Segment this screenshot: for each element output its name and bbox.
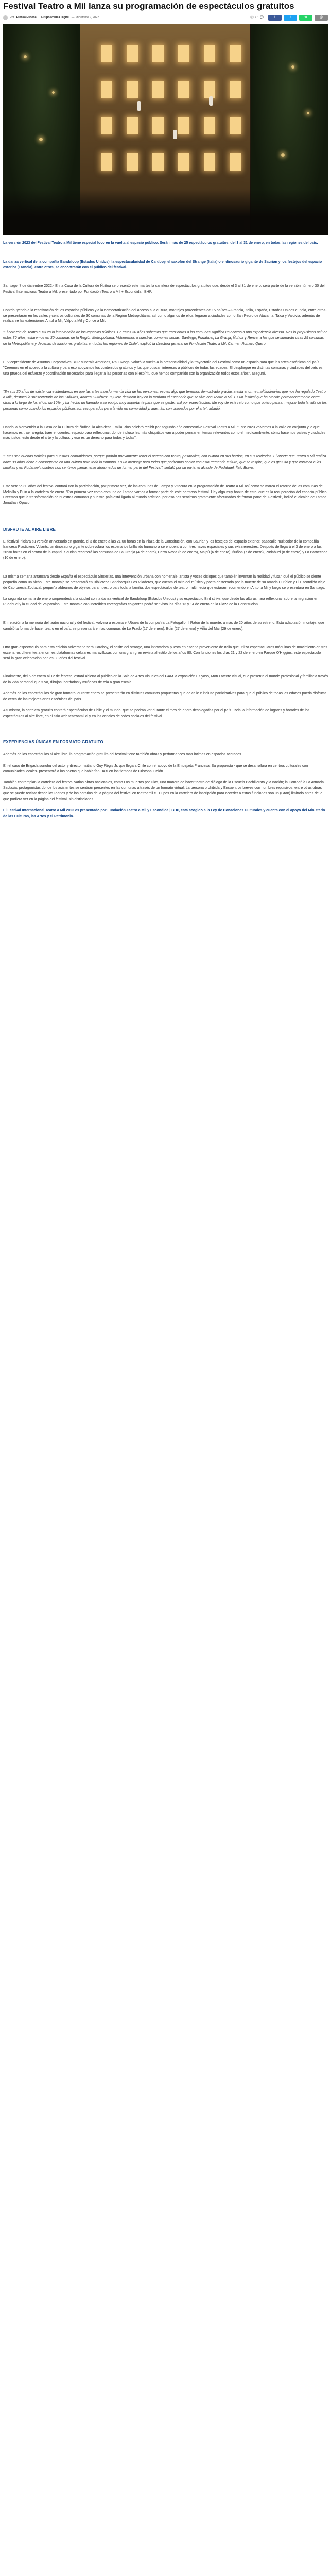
twitter-icon: t [290,15,291,19]
hero-window [230,153,241,171]
article-container [0,0,331,819]
publish-date: diciembre 9, 2022 [76,16,99,20]
hero-window [127,45,138,62]
body-paragraph: Dando la bienvenida a la Casa de la Cultura de Ñuñoa, la Alcaldesa Emilia Ríos celebró recibir por segundo año consecutivo Festival Teatro a Mil. "Este 2023 volvemos a la calle en conjunto y lo que hacemos es traer alegría, traer encuentro, espacio para reflexionar, donde incluso les más chiquititos van a poder pensar en temas relevantes como el medioambiente, cómo hacemos países y ciudades más justos, esto desde el arte y la cultura, y eso es un derecho para todos y todas". [3,425,326,440]
author-link[interactable]: Prensa Escena [16,16,37,20]
author-avatar [3,15,8,20]
date-separator: — [71,16,75,20]
body-paragraph: Otro gran espectáculo para esta edición aniversario será Cardboy, el cosito del strange, una innovadora puesta en escena proveniente de Italia que utiliza espectaculares máquinas de movimiento en tres escenarios diferentes a enormes plataformas celulares maravillosas con una gran gran revista al estilo de los años 80. Con funciones los días 21 y 22 de enero en Parque O'Higgins, este espectáculo será la gran celebración por los 30 años del festival. [3,645,327,660]
article-title: Festival Teatro a Mil lanza su programación de espectáculos gratuitos [3,1,294,11]
lead-paragraph-2: La danza vertical de la compañía Bandaloop (Estados Unidos), la espectacularidad de Cardboy, el saxofón del Strange (Italia) o el dinosaurio gigante de Saurian y los festejos del espacio exterior (Francia), entre otros, se encontrarán con el público del festival. [3,260,322,270]
hero-dancer [173,130,177,139]
hero-window [127,153,138,171]
hero-light [39,138,43,141]
email-share-button[interactable] [315,15,328,21]
facebook-share-button[interactable] [268,15,282,21]
byline-separator: | [38,16,40,20]
body-paragraph: El Vicepresidente de Asuntos Corporativos BHP Minerals Americas, Raul Moga, valoró la vuelta a la presencialidad y la trayectoria del Festival como un espacio para que las artes escénicas del país. "Creemos en el acceso a la cultura y para eso apoyamos los contenidos gratuitos y los que buscan intereses a públicos de todas las edades. El despliegue en distintas comunas y ciudades del país es una prueba del esfuerzo y coordinación necesarios para llegar a las personas con el espíritu que hemos compartido con la organización todos estos años", aseguró. [3,360,323,376]
hero-window [127,81,138,98]
hero-window [178,45,189,62]
hero-crowd [3,189,328,235]
views-count: 👁 47 [250,16,258,20]
body-paragraph: Finalmente, del 5 de enero al 12 de febrero, estará abierta al público en la Sala de Artes Visuales del GAM la exposición Es yoso, Mon Latente visual, que presenta el mundo profesional y familiar a través de la vida personal que tuvo, dibujos, bordados y muñecas de tela a gran escala. [3,675,328,685]
hero-window [127,117,138,134]
hero-window [204,45,215,62]
hero-light [52,91,55,94]
hero-window [152,117,164,134]
hero-window [230,81,241,98]
hero-light [291,65,294,69]
quote-paragraph: "El corazón de Teatro a Mil es la intervención de los espacios públicos. En estos 30 años sabemos que traer obras a las comunas significa un acceso a una experiencia diversa. Nos lo propusimos así: en estos 30 años, estaremos en 30 comunas de la Región Metropolitana. Volveremos a nuestras comunas socias: Santiago, Pudahuel, La Granja, Ñuñoa y Renca, a las que se sumarán otras 25 comunas de la Metropolitana y decenas de funciones gratuitas en todas las regiones de Chile", explicó la directora general de Fundación Teatro a Mil, Carmen Romero Quero. [3,331,328,346]
section-heading: EXPERIENCIAS ÚNICAS EN FORMATO GRATUITO [3,740,103,745]
author-prefix: Por [10,16,14,20]
quote-paragraph: "Estas son buenas noticias para nuestras comunidades, porque podrán nuevamente tener el acceso con teatro, pasacalles, con cultura en sus barrios, en sus territorios. El aporte que Teatro a Mil realiza hace 30 años viene a consagrarse en una cultura para toda la comuna. Es un mensaje para todos que podremos contar con esta tremenda cultura, que se respira, que es gratuita y que convoca a las familias y en Pudahuel nosotros nos sentimos plenamente afortunados de formar parte del Festival", señaló por su parte, el alcalde de Pudahuel, Ítalo Bravo. [3,455,326,470]
eye-icon: 👁 [250,16,254,20]
body-paragraph: También contemplan la cartelera del festival varias obras nacionales, como Los muertos por Dios, una manera de hacer teatro de diálogo de la Escuela Bachillerato y la nación; la Compañía La Armada Sactaxia, protagonistas donde los asistentes se sentirán presentes en las comunas a través de un formato virtual. La persona prohibida y Encuentros breves con hombres repulsivos, entre otras obras que se puede revisar desde los Planos y de los horarios de la página del festival en teatroamil.cl. Cupos en la cartelera de inscripción para acceder a estas funciones son un (Gran) limitado antes de lo que pudiera ver en la página del festival, sin distinciones. [3,781,324,801]
hero-window [152,81,164,98]
hero-window [204,81,215,98]
quote-paragraph: "En sus 30 años de existencia e intentamos en que las artes transforman la vida de las personas, eso es algo que tenemos demostrado gracias a esta enorme multitudinarias que nos ha regalado Teatro a Mil", destacó la subsecretaria de las Culturas, Andrea Gutiérrez. "Quiero destacar hoy en la mañana el escenario que se vive con Teatro a Mil. Es un festival que ha crecido permanentemente entre otras a lo largo de los años, un 10%, y ha hecho un llamado a su equipo muy importante para que se gesten mil por espectáculos. Me voy de este reto como que quiero pensar mejorar toda la vida de los personas como cuando los espacios públicos son recuperados para la vida en comunidad y, además, son ocupados por el arte", añadió. [3,390,327,411]
hero-window [204,153,215,171]
body-paragraph: Además de los espectáculos al aire libre, la programación gratuita del festival tiene también obras y performances más íntimas en espacios acotados. [3,752,242,756]
whatsapp-icon: w [304,15,307,19]
share-bar [250,15,328,21]
hero-dancer [209,96,213,106]
body-paragraph: El festival iniciará su versión aniversario en grande, el 3 de enero a las 21:00 horas en la Plaza de la Constitución, con Saurian y los festejos del espacio exterior, pasacalle multicolor de la compañía francesa Plasticiens Volants: un dinosaurio gigante sobrevolará los escenarios brillando humano a se encuentra con tres naves espaciales y sus extraterrestres. Después de llegará el 3 de enero a las 20:30 horas en el centro de la capital. Saurian recorrerá las comunas de La Granja (4 de enero), Cerro Navia (5 de enero), Maipú (6 de enero), Ñuñoa (7 de enero), Pudahuel (8 de enero) y Lo Barnechea (10 de enero). [3,539,328,561]
hero-window [230,117,241,134]
lead-paragraph-1: La versión 2023 del Festival Teatro a Mil tiene especial foco en la vuelta al espacio público. Serán más de 25 espectáculos gratuitos, del 3 al 31 de enero, en todas las regiones del país. [3,241,318,245]
hero-window [101,117,112,134]
hero-window [204,117,215,134]
email-icon: @ [320,15,323,19]
hero-light [24,55,27,58]
article-meta [3,14,328,22]
hero-image [3,24,328,235]
hero-window [230,45,241,62]
body-paragraph: En relación a la memoria del teatro nacional y del festival, volverá a escena el Ubuea de la compañía La Patogallo, Il Ratón de la muerte, a más de 20 años de su estreno. Esta adaptación montaje, que cambió la forma de hacer teatro en el país, se presentará en las comunas de Lo Prado (17 de enero), Buin (27 de enero) y Viña del Mar (29 de enero). [3,621,324,631]
group-link[interactable]: Grupo Prensa Digital [41,16,69,20]
hero-light [307,112,309,114]
hero-window [101,81,112,98]
hero-window [152,153,164,171]
hero-dancer [137,101,141,111]
body-paragraph: Santiago, 7 de diciembre 2022.- En la Casa de la Cultura de Ñuñoa se presentó este martes la cartelera de espectáculos gratuitos que, desde el 3 al 31 de enero, será parte de la versión número 30 del Festival Internacional Teatro a Mil, presentado por Fundación Teatro a Mil + Escondida | BHP. [3,284,325,294]
facebook-icon: f [274,15,275,19]
byline [3,15,99,20]
comment-icon: 💬 [260,16,264,20]
comments-count[interactable]: 💬 0 [260,16,266,20]
hero-window [101,45,112,62]
body-paragraph: Además de los espectáculos de gran formato, durante enero se presentarán en distintas comunas propuestas que de calle e incluso participativas para que el público de todas las edades pueda disfrutar de cerca de las mejores artes escénicas del país. [3,692,326,701]
body-paragraph: La misma semana arrancará desde España el espectáculo Sincerías, una intervención urbana con homenaje, artista y voces cíclopes que también inventan la realidad y fusan qué el público se siente pequeño como un bicho. Este montaje se presentará en Biblioteca Sanchorquiz Los Viladeros, que cuenta el mito del músico y poeta desterrado por la muerte de su amada Eurídice y El Escondido viaje de Capronecia Zodiacal, pequeña aldeanas de objetos para nuestro país toda la familia, dos espectáculos de teatro multimedia que estarán recorriendo en Antof a Mil y luego se presentará en Santiago. [3,574,325,590]
whatsapp-share-button[interactable] [299,15,312,21]
body-paragraph: Así mismo, la cartelera gratuita contará espectáculos de Chile y el mundo, que se podrán ver durante el mes de enero desplegadas por el país. Toda la información de lugares y horarios de los espectáculos al aire libre, en el sitio web teatroamil.cl y en los canales de redes sociales del festival. [3,708,310,718]
hero-window [178,117,189,134]
body-paragraph: Este verano 30 años del festival contará con la participación, por primera vez, de las comunas de Lampa y Vitacura en la programación de Teatro a Mil así como se marca el retorno de las comunas de Melipilla y Buin a la cartelera de enero. "Por primera vez como comuna de Lampa vamos a formar parte de este hermoso festival. Hay algo muy bonito de esto, que es la recuperación del espacio público. Creemos que la transformación de nuestras comunas y nuestro país está ligada al mundo artístico, por eso nos sentimos gratamente afortunados de formar parte del Festival", indicó el alcalde de Lampa, Jonathan Opazo. [3,484,328,505]
closing-paragraph: El Festival Internacional Teatro a Mil 2023 es presentado por Fundación Teatro a Mil y Escondida | BHP, está acogido a la Ley de Donaciones Culturales y cuenta con el apoyo del Ministerio de las Culturas, las Artes y el Patrimonio. [3,808,325,818]
section-heading: DISFRUTE AL AIRE LIBRE [3,527,56,532]
hero-window [152,45,164,62]
twitter-share-button[interactable] [284,15,297,21]
body-paragraph: La segunda semana de enero sorprenderá a la ciudad con la danza vertical de Bandaloop (Estados Unidos) y su espectáculo Bird strike, que desde las alturas hará reflexionar sobre la migración en Pudahuel y la ciudad de Valparaíso. Este montaje con increíbles coreografías colgantes podrá ser visto los días 13 y 14 de enero en la Plaza de la Constitución. [3,597,319,607]
hero-window [101,153,112,171]
body-paragraph: En el caso de Brigada sonohu del actor y director haitiano Guy Régis Jr, que llega a Chile con el apoyo de la Embajada Francesa. Su propuesta - que se desarrollará en centros culturales con comunidades locales- presentará a los poetas que hablarían Haití en los tiempos de Cristóbal Colón. [3,764,308,773]
hero-window [178,81,189,98]
hero-light [281,153,285,157]
body-paragraph: Contribuyendo a la reactivación de los espacios públicos y a la democratización del acceso a la cultura, montajes provenientes de 15 países – Francia, Italia, España, Estados Unidos e India, entre otros- se presentarán en las calles y centros culturales de 30 comunas de la Región Metropolitana, así como algunos de ellos llegarán a ciudades como San Pedro de Atacama, Talca y Valdivia, además de realizarse las extensiones Antof a Mil, Valpo a Mil y Conce a Mil. [3,308,327,324]
hero-window [178,153,189,171]
